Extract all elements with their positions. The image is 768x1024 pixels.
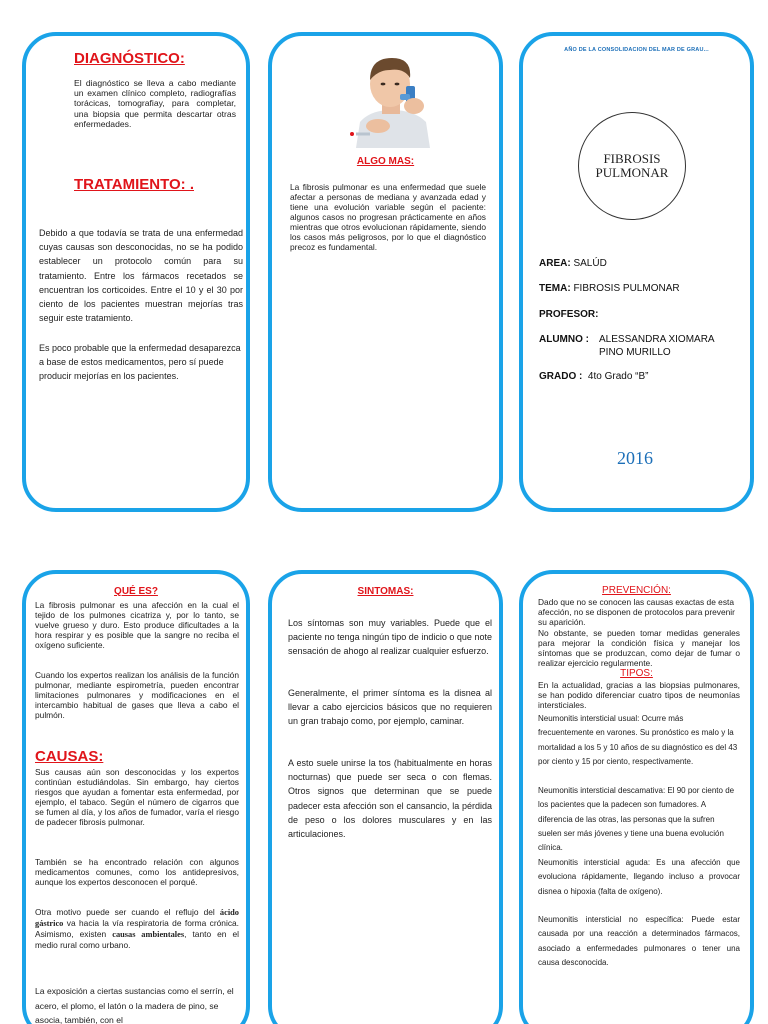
sintomas-text-2: Generalmente, el primer síntoma es la disnea al llevar a cabo ejercicios básicos que no requieren un gran trabajo como, por ejemplo, caminar.: [288, 688, 492, 727]
panel-diagnostico: [22, 32, 250, 512]
cover-top-line: AÑO DE LA CONSOLIDACION DEL MAR DE GRAU...: [564, 47, 709, 53]
diagnostico-text: El diagnóstico se lleva a cabo mediante un examen clínico completo, radiografías torácicas, tomografiay, para completar, una biopsia que permita descartar otras enfermedades.: [74, 78, 236, 129]
alumno-value-2: PINO MURILLO: [599, 347, 671, 358]
tratamiento-title: TRATAMIENTO: .: [74, 176, 194, 193]
tema-value: FIBROSIS PULMONAR: [573, 283, 680, 294]
grado-value: 4to Grado “B”: [587, 371, 649, 382]
causas-title: CAUSAS:: [35, 748, 104, 765]
cover-title: FIBROSIS PULMONAR: [595, 151, 669, 180]
sintomas-title: SINTOMAS:: [357, 586, 414, 597]
alumno-label-text: ALUMNO :: [539, 334, 589, 345]
diagnostico-title: DIAGNÓSTICO:: [74, 50, 185, 67]
causas-text-3a: Otra motivo puede ser cuando el reflujo del: [35, 907, 220, 917]
tratamiento-text-2: Es poco probable que la enfermedad desaparezca a base de estos medicamentos, pero sí puede producir mejorías en los pacientes.: [39, 343, 241, 382]
tema-field: [539, 283, 680, 294]
grado-label: GRADO :: [539, 371, 583, 382]
que-es-title: QUÉ ES?: [114, 586, 158, 597]
area-label: AREA:: [539, 258, 571, 269]
causas-text-2: También se ha encontrado relación con algunos medicamentos comunes, como los antidepresivos, aunque los expertos desconocen el porqué.: [35, 857, 239, 887]
panel-algo-mas: [268, 32, 503, 512]
profesor-label: PROFESOR:: [539, 309, 599, 320]
title-circle: [578, 112, 686, 220]
tipo-2: Neumonitis intersticial descamativa: El 90 por ciento de los pacientes que la padecen son fumadores. A diferencia de las otras, las personas que la sufren suelen ser más jóvenes y tiene una buena evolución clínica.: [538, 786, 735, 853]
area-field: [539, 258, 607, 269]
tema-label: TEMA:: [539, 283, 571, 294]
area-value: SALÚD: [573, 258, 607, 269]
causas-text-3e: , tanto en el medio rural como urbano.: [35, 929, 239, 950]
causas-text-3: [35, 907, 239, 950]
prevencion-title: PREVENCIÓN:: [602, 585, 671, 596]
algo-mas-text: La fibrosis pulmonar es una enfermedad que suele afectar a personas de mediana y avanzada edad y tiene una evolución variable según el paciente: algunos casos no progresan prácticamente en años mientras que otros evolucionan rápidamente, siendo los casos más peligrosos, por lo que el diagnóstico precoz es fundamental.: [290, 182, 486, 252]
prevencion-text-1: Dado que no se conocen las causas exactas de esta afección, no se disponen de protocolos para prevenir su aparición.: [538, 597, 735, 627]
causas-ambientales: causas ambientales: [112, 930, 185, 939]
alumno-label: [539, 334, 589, 345]
prevencion-text-2: No obstante, se pueden tomar medidas generales para mejorar la condición física y manejar los síntomas que se produzcan, como dejar de fumar o realizar ejercicio regularmente.: [538, 628, 740, 668]
panel-que-es: [22, 570, 250, 1024]
panel-sintomas: [268, 570, 503, 1024]
panel-prevencion: [519, 570, 754, 1024]
causas-text-4: La exposición a ciertas sustancias como el serrín, el acero, el plomo, el latón o la madera de pino, se asocia, también, con el: [35, 986, 234, 1024]
causas-text-1: Sus causas aún son desconocidas y los expertos continúan estudiándolas. Sin embargo, hay ciertos riesgos que ayudan a fomentar esta enfermedad, por ejemplo, el tabaco. Según el número de cigarros que se fumen al día, y los años de fumador, varía el riesgo de padecer fibrosis pulmonar.: [35, 767, 239, 827]
tipo-4: Neumonitis intersticial no específica: Puede estar causada por una reacción a determinados fármacos, asociado a enfermedades pulmonares o tener una causa desconocida.: [538, 915, 740, 967]
tipos-intro: En la actualidad, gracias a las biopsias pulmonares, se han podido diferenciar cuatro tipos de neumonías intersticiales.: [538, 680, 740, 710]
algo-mas-title: ALGO MAS:: [356, 156, 415, 167]
causas-text-3c: va hacia la vía respiratoria de forma crónica. Asimismo, existen: [35, 918, 239, 939]
tipo-3: Neumonitis intersticial aguda: Es una afección que evoluciona rápidamente, llegando incluso a provocar disnea o hipoxia (falta de oxígeno).: [538, 858, 740, 896]
acido-gastrico: ácido gástrico: [35, 908, 239, 928]
profesor-field: [539, 309, 598, 320]
alumno-value-1: ALESSANDRA XIOMARA: [599, 334, 715, 345]
sintomas-text-3: A esto suele unirse la tos (habitualmente en horas nocturnas) que puede ser seca o con flemas. Otros signos que determinan que se puede padecer esta afección son el cansancio, la pérdida de peso o los dolores musculares y en las articulaciones.: [288, 758, 492, 840]
tipos-title: TIPOS:: [620, 668, 653, 679]
cover-year: 2016: [617, 448, 653, 468]
grado-field: [539, 371, 649, 382]
tipo-1: Neumonitis intersticial usual: Ocurre más frecuentemente en varones. Su pronóstico es malo y la mortalidad a los 5 y 10 años de su diagnóstico es del 43 por ciento y 15 por ciento, respectivamente.: [538, 714, 738, 766]
sintomas-text-1: Los síntomas son muy variables. Puede que el paciente no tenga ningún tipo de indicio o que note sensación de ahogo al realizar cualquier esfuerzo.: [288, 618, 492, 657]
child-inhaler-photo: [348, 50, 436, 148]
que-es-text-1: La fibrosis pulmonar es una afección en la cual el tejido de los pulmones cicatriza y, por lo tanto, se vuelve grueso y duro. Esto produce dificultades a la hora respirar y es posible que la sangre no reciba el oxígeno suficiente.: [35, 600, 239, 650]
tratamiento-text-1: Debido a que todavía se trata de una enfermedad cuyas causas son desconocidas, no se ha podido establecer un protocolo común para su tratamiento. Entre los fármacos recetados se encuentran los corticoides. Entre el 10 y el 30 por ciento de los pacientes muestran mejorías tras seguir este tratamiento.: [39, 228, 243, 324]
panel-cover: [519, 32, 754, 512]
que-es-text-2: Cuando los expertos realizan los análisis de la función pulmonar, mediante espirometría, pueden encontrar limitaciones pulmonares y modificaciones en el intercambio habitual de gases que lleva a cabo el pulmón.: [35, 670, 239, 720]
